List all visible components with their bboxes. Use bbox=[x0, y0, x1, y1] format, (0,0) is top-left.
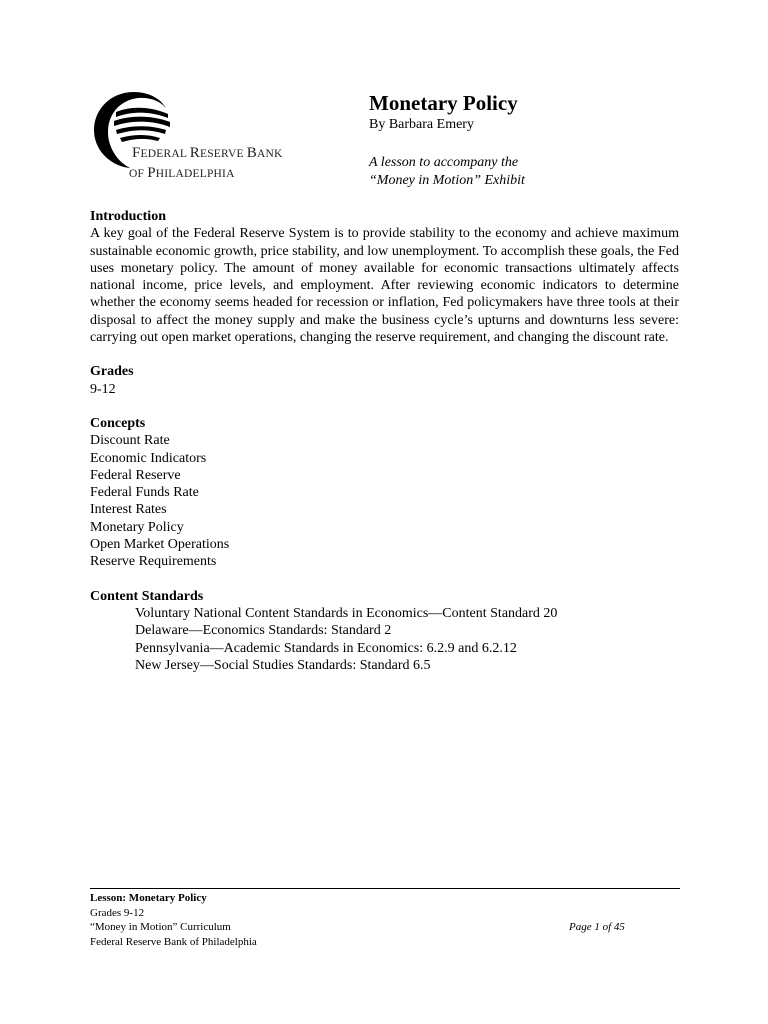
document-subtitle bbox=[369, 154, 699, 190]
author-byline: By Barbara Emery bbox=[369, 117, 474, 132]
logo-letters: ANK bbox=[257, 148, 283, 160]
concept-item: Federal Reserve bbox=[90, 467, 181, 483]
footer-grades: Grades 9-12 bbox=[90, 906, 145, 919]
concept-item: Interest Rates bbox=[90, 502, 167, 518]
footer-curriculum: “Money in Motion” Curriculum bbox=[90, 921, 231, 933]
content-standards-section bbox=[90, 588, 679, 674]
concept-item: Economic Indicators bbox=[90, 450, 207, 466]
logo-letter: F bbox=[132, 145, 141, 161]
logo-letters: EDERAL bbox=[140, 148, 190, 160]
grades-value: 9-12 bbox=[90, 381, 116, 397]
logo-letters: OF bbox=[129, 168, 148, 180]
content-standards-heading: Content Standards bbox=[90, 588, 204, 604]
grades-section bbox=[90, 363, 679, 398]
standard-item: Voluntary National Content Standards in Economics—Content Standard 20 bbox=[135, 605, 558, 621]
concepts-heading: Concepts bbox=[90, 415, 146, 431]
logo-letter: B bbox=[246, 145, 257, 161]
footer-divider bbox=[90, 888, 680, 889]
fed-philadelphia-logo bbox=[86, 86, 326, 186]
concept-item: Discount Rate bbox=[90, 433, 170, 449]
concept-item: Federal Funds Rate bbox=[90, 485, 199, 501]
page-footer bbox=[90, 891, 680, 949]
title-block bbox=[369, 90, 699, 190]
page-number: Page 1 of 45 bbox=[569, 921, 625, 933]
subtitle-line-2: “Money in Motion” Exhibit bbox=[369, 173, 525, 188]
logo-letter: P bbox=[147, 165, 156, 181]
concept-item: Monetary Policy bbox=[90, 519, 184, 535]
logo-wordmark bbox=[129, 144, 283, 184]
subtitle-line-1: A lesson to accompany the bbox=[369, 155, 519, 170]
content-standards-list bbox=[90, 605, 679, 674]
concept-item: Open Market Operations bbox=[90, 537, 230, 553]
standard-item: Pennsylvania—Academic Standards in Economics: 6.2.9 and 6.2.12 bbox=[135, 640, 517, 656]
logo-line-1 bbox=[132, 144, 283, 164]
grades-heading: Grades bbox=[90, 364, 134, 380]
logo-line-2 bbox=[129, 164, 283, 184]
introduction-section bbox=[90, 208, 679, 346]
footer-lesson-title: Lesson: Monetary Policy bbox=[90, 892, 207, 904]
logo-letter: R bbox=[189, 145, 200, 161]
logo-letters: ESERVE bbox=[199, 148, 247, 160]
concepts-list bbox=[90, 432, 679, 570]
introduction-text: A key goal of the Federal Reserve System is to provide stability to the economy and achieve maximum sustainable economic growth, price stability, and low unemployment. To accomplish these goals, the Fed uses monetary policy. The amount of money available for economic transactions ultimately affects national income, price levels, and employment. After reviewing economic indicators to determine whether the economy seems headed for recession or inflation, Fed policymakers have three tools at their disposal to affect the money supply and make the business cycle’s upturns and downturns less severe: carrying out open market operations, changing the reserve requirement, and changing the discount rate. bbox=[90, 226, 679, 346]
concept-item: Reserve Requirements bbox=[90, 554, 217, 570]
introduction-heading: Introduction bbox=[90, 209, 166, 224]
standard-item: Delaware—Economics Standards: Standard 2 bbox=[135, 623, 392, 639]
logo-letters: HILADELPHIA bbox=[155, 168, 235, 180]
document-title: Monetary Policy bbox=[369, 91, 518, 115]
concepts-section bbox=[90, 415, 679, 571]
standard-item: New Jersey—Social Studies Standards: Standard 6.5 bbox=[135, 657, 431, 673]
footer-institution: Federal Reserve Bank of Philadelphia bbox=[90, 935, 257, 948]
document-body bbox=[90, 208, 679, 691]
